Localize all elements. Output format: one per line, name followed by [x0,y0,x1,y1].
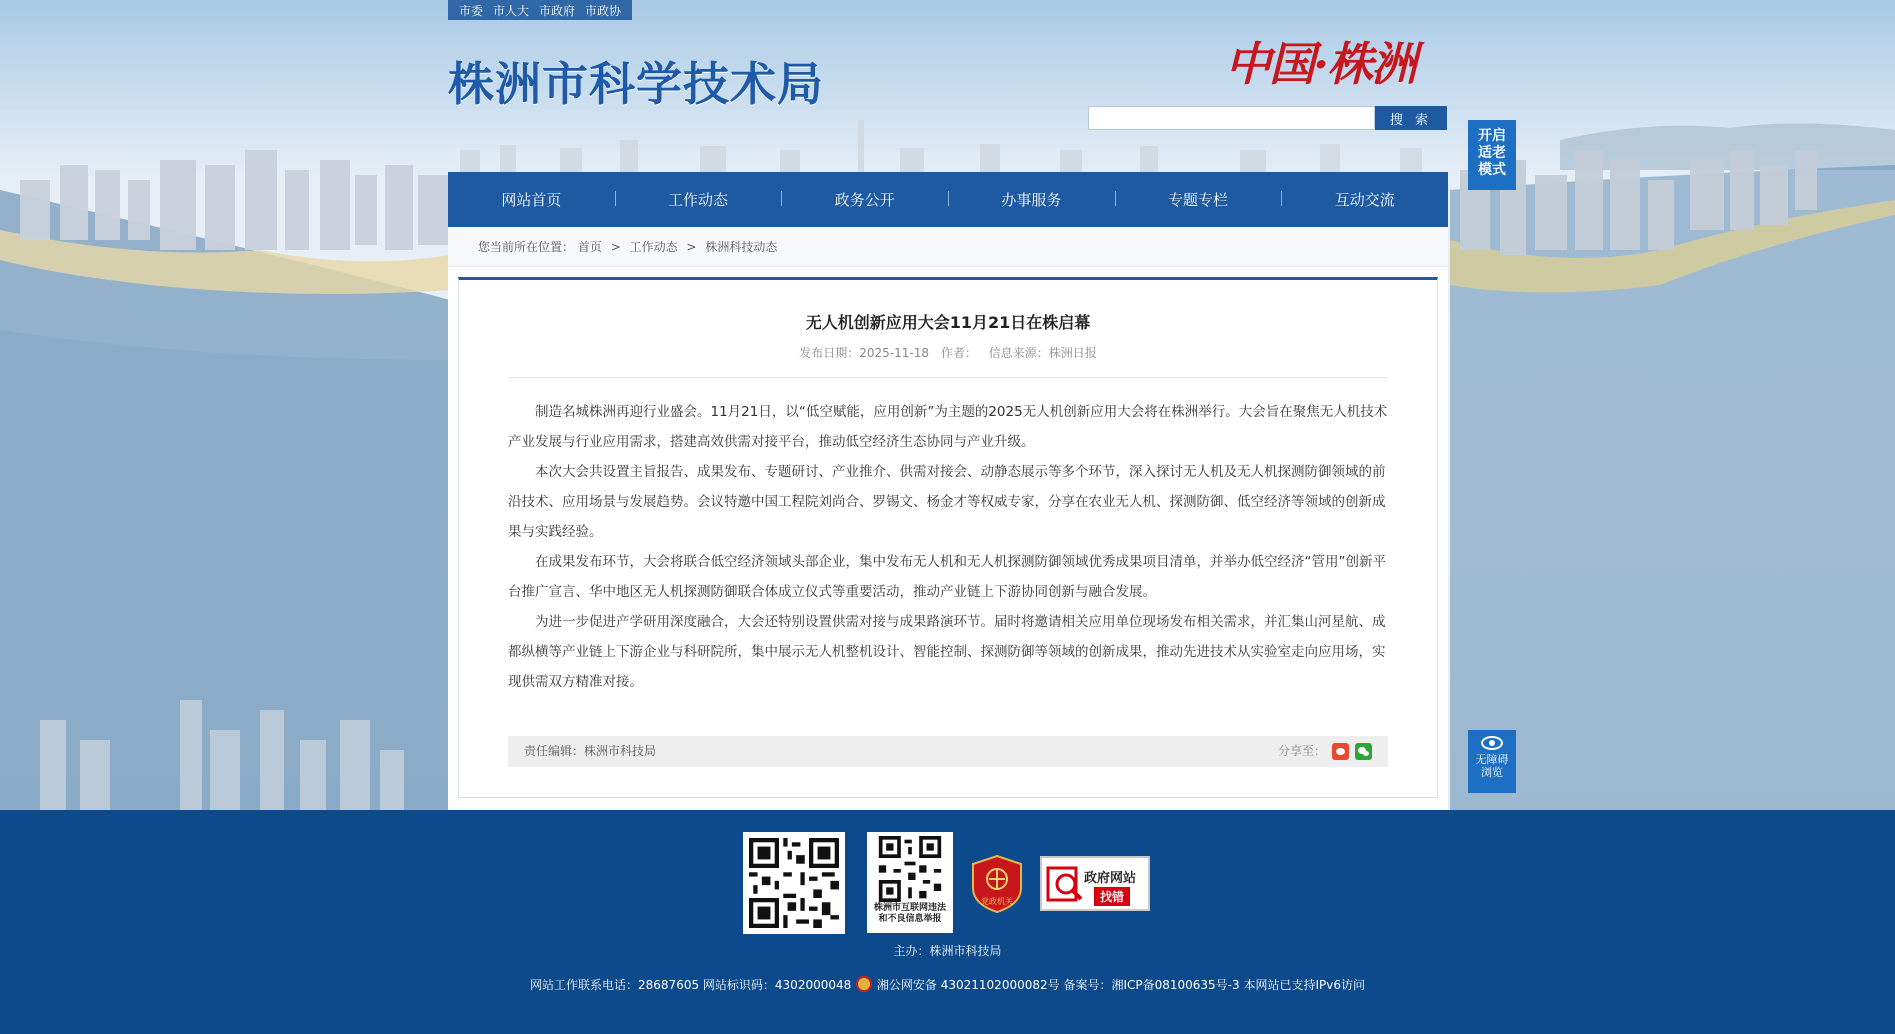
breadcrumb-prefix: 您当前所在位置： [478,240,575,254]
article-footer-bar [508,736,1388,767]
main-nav [448,172,1448,227]
top-link-peoples-congress[interactable]: 市人大 [493,3,530,18]
author: 作者： [940,346,977,360]
contact-and-site-id: 网站工作联系电话：28687605 网站标识码：4302000048 [530,978,852,992]
elder-mode-label: 开启适老模式 [1478,128,1506,178]
top-link-government[interactable]: 市政府 [539,3,576,18]
wechat-qr-code [743,832,845,934]
main-content [448,227,1448,810]
wechat-icon[interactable] [1355,743,1372,760]
responsible-editor: 责任编辑：株洲市科技局 [524,744,657,758]
breadcrumb-separator: > [686,240,697,254]
breadcrumb-tech-news[interactable]: 株洲科技动态 [705,240,778,254]
sponsor-line: 主办：株洲市科技局 [893,944,1002,958]
article-title: 无人机创新应用大会11月21日在株启幕 [805,313,1091,332]
error-report-tag: 找错 [1094,887,1130,906]
gov-site-error-report-button[interactable] [1040,856,1150,911]
error-report-title: 政府网站 [1084,871,1137,886]
eye-icon [1481,736,1503,750]
nav-services[interactable]: 办事服务 [948,189,1115,210]
site-footer [0,810,1895,1034]
article-paragraph: 为进一步促进产学研用深度融合，大会还特别设置供需对接与成果路演环节。届时将邀请相关应用单位现场发布相关需求，并汇集山河星航、成都纵横等产业链上下游企业与科研院所，集中展示无人机整机设计、智能控制、探测防御等领域的创新成果，推动先进技术从实验室走向应用场，实现供需双方精准对接。 [508,614,1386,690]
share-label: 分享至： [1277,744,1326,758]
elder-mode-button[interactable] [1468,120,1516,190]
nav-home[interactable]: 网站首页 [501,191,562,209]
search-input[interactable] [1088,106,1375,130]
share-bar [1278,736,1372,767]
breadcrumb-home[interactable]: 首页 [577,240,602,254]
site-title: 株洲市科学技术局 [448,57,824,111]
report-qr-caption: 株洲市互联网违法和不良信息举报 [873,903,946,924]
filing-info[interactable]: 湘公网安备 43021102000082号 备案号：湘ICP备08100635号-3 本网站已支持IPv6访问 [876,978,1365,992]
report-qr-code [867,832,953,933]
article-paragraph: 本次大会共设置主旨报告、成果发布、专题研讨、产业推介、供需对接会、动静态展示等多个环节，深入探讨无人机及无人机探测防御领域的前沿技术、应用场景与发展趋势。会议特邀中国工程院刘尚合、罗锡文、杨金才等权威专家，分享在农业无人机、探测防御、低空经济等领域的创新成果与实践经验。 [508,464,1386,540]
article-container [458,277,1438,798]
top-links-bar [448,0,632,20]
top-link-party-committee[interactable]: 市委 [459,3,484,18]
article-paragraph: 在成果发布环节，大会将联合低空经济领域头部企业，集中发布无人机和无人机探测防御领域优秀成果项目清单，并举办低空经济“管用”创新平台推广宣言、华中地区无人机探测防御联合体成立仪式等重要活动，推动产业链上下游协同创新与融合发展。 [508,554,1386,600]
article-paragraph: 制造名城株洲再迎行业盛会。11月21日，以“低空赋能，应用创新”为主题的2025无人机创新应用大会将在株洲举行。大会旨在聚焦无人机技术产业发展与行业应用需求，搭建高效供需对接平台，推动低空经济生态协同与产业升级。 [508,404,1388,450]
breadcrumb-separator: > [610,240,621,254]
accessibility-label: 无障碍浏览 [1475,753,1509,779]
zhuzhou-city-logo: 中国·株洲 [1225,37,1416,91]
article-meta [459,344,1437,361]
search-bar [1088,106,1447,130]
publish-date: 发布日期：2025-11-18 [799,346,930,360]
nav-gov-affairs[interactable]: 政务公开 [781,189,948,210]
article-body [508,397,1388,697]
breadcrumb-work-news[interactable]: 工作动态 [629,240,678,254]
nav-work-news[interactable]: 工作动态 [615,189,782,210]
police-badge-icon [856,976,872,992]
search-button[interactable]: 搜 索 [1375,106,1447,130]
title-divider [508,377,1388,378]
footer-info-line [0,976,1895,993]
top-link-cppcc[interactable]: 市政协 [585,3,622,18]
nav-special-topics[interactable]: 专题专栏 [1115,189,1282,210]
party-gov-badge-icon[interactable] [971,854,1023,914]
nav-interaction[interactable]: 互动交流 [1281,189,1448,210]
party-badge-label: 党政机关 [981,897,1013,906]
breadcrumb [448,227,1448,267]
source: 信息来源：株洲日报 [988,346,1097,360]
weibo-icon[interactable] [1332,743,1349,760]
accessibility-button[interactable] [1468,730,1516,793]
